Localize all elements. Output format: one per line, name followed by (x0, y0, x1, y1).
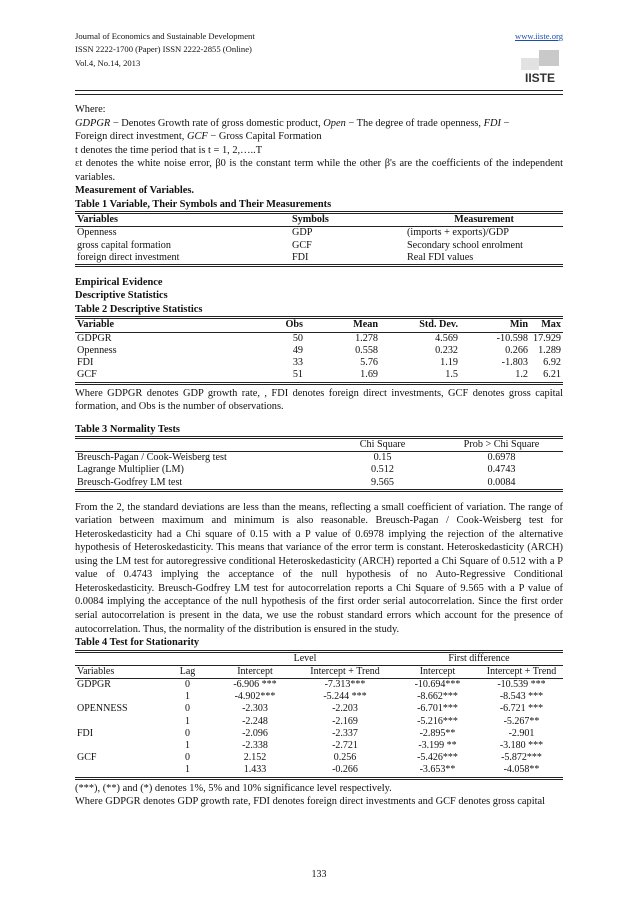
table4-header: Intercept + Trend (486, 665, 557, 677)
table-row: OPENNESS 0 -2.303 -2.203 -6.701*** -6.721 *** (77, 703, 544, 715)
table-row: 1 -2.338 -2.721 -3.199 ** -3.180 *** (185, 739, 544, 751)
page-number: 133 (311, 869, 327, 880)
table2-header: Std. Dev. (419, 319, 458, 331)
table4-note-definitions: Where GDPGR denotes GDP growth rate, FDI denotes foreign direct investments and GCF denotes gross capital (75, 796, 545, 808)
level-group-header: Level (293, 652, 317, 664)
table4-header: Intercept + Trend (310, 665, 380, 677)
table2-header: Min (509, 319, 528, 331)
table-row: Breusch-Godfrey LM test 9.565 0.0084 (75, 477, 563, 491)
table-row: Openness GDP (imports + exports)/GDP (75, 227, 563, 240)
logo-text: IISTE (524, 71, 556, 85)
table1-header: Symbols (292, 214, 329, 226)
table-row: GDPGR 50 1.278 4.569 -10.598 17.929 (77, 332, 561, 344)
table3-header: Prob > Chi Square (463, 439, 540, 451)
journal-header (75, 30, 563, 70)
table3 (75, 436, 563, 492)
table2-note: Where GDPGR denotes GDP growth rate, , FDI denotes foreign direct investments, GCF denotes gross capital formation, and Obs is the number of observations. (75, 387, 563, 413)
table-row: Breusch-Pagan / Cook-Weisberg test 0.15 0.6978 (77, 452, 516, 464)
table-row: foreign direct investment FDI Real FDI values (75, 252, 563, 266)
table-row: 1 -4.902*** -5.244 *** -8.662*** -8.543 *** (185, 691, 544, 703)
iiste-logo (517, 48, 563, 88)
where-line-1: GDPGR − Denotes Growth rate of gross domestic product, Open − The degree of trade openness, FDI − (75, 117, 510, 129)
table1 (75, 211, 563, 267)
where-line-3: t denotes the time period that is t = 1, 2,…..T (75, 144, 263, 156)
table4 (75, 650, 563, 780)
table4-header: Variables (77, 665, 115, 677)
table-row: 1 -2.248 -2.169 -5.216*** -5.267** (185, 715, 540, 727)
table-row: GDPGR 0 -6.906 *** -7.313*** -10.694*** -10.539 *** (77, 678, 546, 690)
table1-header: Variables (77, 214, 118, 226)
table2-header: Variable (77, 319, 114, 331)
table-row: Lagrange Multiplier (LM) 0.512 0.4743 (77, 464, 516, 476)
table-row: 1 1.433 -0.266 -3.653** -4.058** (75, 764, 563, 778)
where-line-2: Foreign direct investment, GCF − Gross Capital Formation (75, 131, 322, 143)
header-rule-thin (75, 94, 563, 95)
where-label: Where: (75, 104, 106, 115)
table4-header: Intercept (237, 665, 273, 677)
table1-caption: Table 1 Variable, Their Symbols and Their Measurements (75, 198, 332, 210)
table2-caption: Table 2 Descriptive Statistics (75, 303, 203, 315)
table4-header: Intercept (419, 665, 456, 677)
descriptive-heading: Descriptive Statistics (75, 290, 168, 302)
where-line-4: εt denotes the white noise error, β0 is the constant term while the other β's are the coefficients of the independent variables. (75, 158, 563, 183)
evidence-heading: Empirical Evidence (75, 276, 163, 288)
table3-caption: Table 3 Normality Tests (75, 423, 180, 435)
body-paragraph: From the 2, the standard deviations are less than the means, reflecting a small coefficient of variation. The range of variation between maximum and minimum is also reasonable. Breusch-Pagan / Cook-Weisberg test for Heteroskedasticity had a Chi square of 0.15 with a P value of 0.6978 implying the rejection of the alternative hypothesis of Heteroskedasticity. This means that variance of the error term is constant. Heteroskedasticity (ARCH) using the LM test for autoregressive conditional Heteroskedasticity (ARCH) reported a Chi Square of 0.512 with a P value of 0.4743 implying the acceptance of the null hypothesis of no Auto-Regressive Conditional Heteroskedasticity. Breusch-Godfrey LM test for autocorrelation reports a Chi Square of 9.565 with a P value of 0.0084 implying the acceptance of the null hypothesis of the first order serial autocorrelation. Since the first order serial autocorrelation is present in the data, we use the robust standard errors which account for the presence of autocorrelation. Thus, the normality of the distribution is ensured in the study. (75, 501, 563, 635)
table-row: GCF 51 1.69 1.5 1.2 6.21 (75, 369, 563, 383)
table-row: GCF 0 2.152 0.256 -5.426*** -5.872*** (77, 752, 542, 764)
journal-title: Journal of Economics and Sustainable Development (75, 31, 255, 41)
table-row: FDI 33 5.76 1.19 -1.803 6.92 (77, 357, 561, 369)
page-content (75, 103, 563, 809)
table3-header: Chi Square (359, 439, 406, 451)
table-row: FDI 0 -2.096 -2.337 -2.895** -2.901 (77, 727, 535, 739)
header-rule (75, 90, 563, 91)
table1-header: Measurement (454, 214, 514, 226)
table4-caption: Table 4 Test for Stationarity (75, 637, 200, 649)
measurement-heading: Measurement of Variables. (75, 185, 194, 197)
journal-issn: ISSN 2222-1700 (Paper) ISSN 2222-2855 (Online) (75, 44, 252, 55)
first-difference-group-header: First difference (448, 652, 510, 664)
table4-header: Lag (179, 665, 196, 677)
table2-header: Obs (285, 319, 303, 331)
table2-header: Max (541, 319, 561, 331)
table2 (75, 316, 563, 384)
table-row: gross capital formation GCF Secondary school enrolment (77, 239, 523, 251)
table4-note-significance: (***), (**) and (*) denotes 1%, 5% and 10% significance level respectively. (75, 782, 392, 794)
table2-header: Mean (353, 319, 378, 331)
journal-volume: Vol.4, No.14, 2013 (75, 57, 141, 68)
table-row: Openness 49 0.558 0.232 0.266 1.289 (77, 344, 561, 356)
journal-url-link[interactable]: www.iiste.org (515, 31, 563, 41)
